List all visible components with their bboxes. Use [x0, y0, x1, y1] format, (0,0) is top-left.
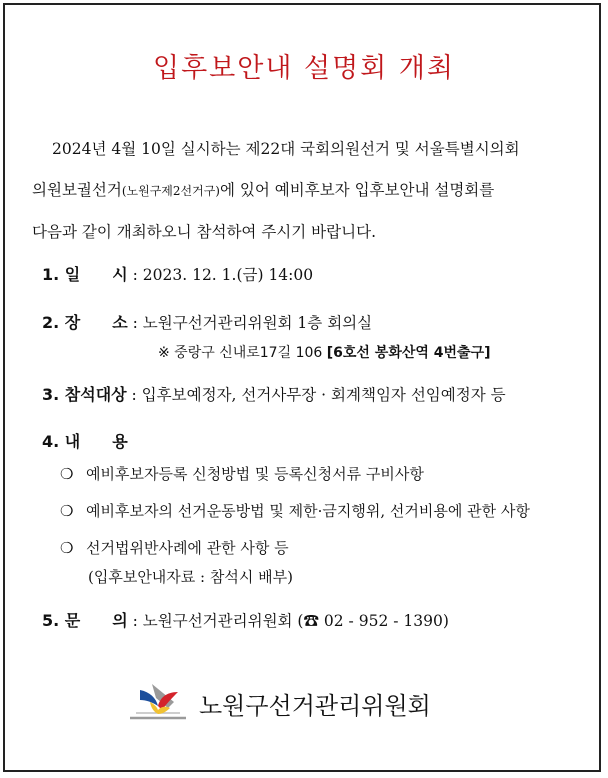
item-contact: [42, 608, 449, 631]
intro-line-1: 2024년 4월 10일 실시하는 제22대 국회의원선거 및 서울특별시의회: [52, 140, 520, 158]
circle-bullet-icon: ❍: [60, 502, 74, 520]
item-date-value: : 2023. 12. 1.(금) 14:00: [127, 266, 314, 284]
intro-line-2-small: (노원구제2선거구): [121, 184, 220, 198]
circle-bullet-icon: ❍: [60, 465, 74, 483]
item-place: [42, 310, 372, 333]
content-bullet-3: [60, 537, 289, 558]
circle-bullet-icon: ❍: [60, 539, 74, 557]
document-title: 입후보안내 설명회 개최: [153, 53, 455, 84]
item-place-value: : 노원구선거관리위원회 1층 회의실: [127, 314, 373, 332]
item-content: [42, 429, 128, 452]
intro-line-3: 다음과 같이 개최하오니 참석하여 주시기 바랍니다.: [32, 223, 376, 241]
item-place-label: 2. 장 소: [42, 313, 128, 332]
address-directions: [6호선 봉화산역 4번출구]: [326, 345, 491, 361]
item-date: [42, 262, 313, 285]
item-content-label: 4. 내 용: [42, 432, 128, 451]
item-date-label: 1. 일 시: [42, 265, 128, 284]
content-bullet-2: [60, 500, 530, 521]
item-contact-label: 5. 문 의: [42, 611, 128, 630]
content-bullet-2-text: 예비후보자의 선거운동방법 및 제한·금지행위, 선거비용에 관한 사항: [86, 502, 530, 520]
item-place-address: [158, 342, 491, 362]
address-prefix: ※ 중랑구 신내로17길 106: [158, 345, 323, 361]
content-bullet-3-text: 선거법위반사례에 관한 사항 등: [86, 539, 289, 557]
intro-line-2-b: 에 있어 예비후보자 입후보안내 설명회를: [220, 181, 495, 199]
item-attendees: [42, 382, 506, 405]
content-note: (입후보안내자료 : 참석시 배부): [88, 568, 293, 586]
item-contact-value: : 노원구선거관리위원회 (☎ 02 - 952 - 1390): [127, 612, 449, 630]
organization-name: 노원구선거관리위원회: [199, 692, 431, 720]
item-attendees-label: 3. 참석대상: [42, 385, 127, 404]
intro-line-2: [32, 170, 592, 212]
intro-paragraph: [32, 129, 592, 253]
content-bullet-1-text: 예비후보자등록 신청방법 및 등록신청서류 구비사항: [86, 465, 424, 483]
intro-line-2-a: 의원보궐선거: [32, 181, 122, 199]
election-commission-logo-icon: [128, 680, 188, 722]
content-bullet-1: [60, 463, 424, 484]
item-attendees-value: : 입후보예정자, 선거사무장 · 회계책임자 선임예정자 등: [126, 386, 506, 404]
